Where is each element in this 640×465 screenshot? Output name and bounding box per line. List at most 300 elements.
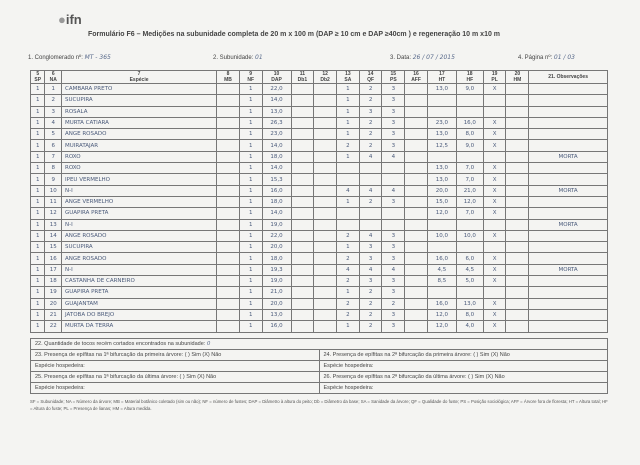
cell-empty[interactable] <box>405 298 428 309</box>
cell-qf[interactable]: 2 <box>359 298 382 309</box>
cell-especie[interactable]: MURTA DA TERRA <box>62 321 217 332</box>
cell-empty[interactable] <box>405 117 428 128</box>
cell-ps[interactable]: 3 <box>382 287 405 298</box>
cell-ps[interactable]: 3 <box>382 242 405 253</box>
cell-dap[interactable]: 22,0 <box>262 84 291 95</box>
q22-value[interactable]: 0 <box>206 341 211 347</box>
cell-sa[interactable]: 2 <box>336 298 359 309</box>
especie-hospedeira-3[interactable]: Espécie hospedeira: <box>35 385 85 391</box>
cell-sa[interactable]: 4 <box>336 185 359 196</box>
cell-empty[interactable] <box>291 174 314 185</box>
q24-label[interactable]: 24. Presença de epífitas na 2ª bifurcação da primeira árvore: ( ) Sim (X) Não <box>319 350 608 360</box>
cell-dap[interactable]: 20,0 <box>262 242 291 253</box>
cell-nf[interactable]: 1 <box>239 309 262 320</box>
cell-empty[interactable] <box>291 117 314 128</box>
cell-hf[interactable]: 7,0 <box>456 208 483 219</box>
cell-sp[interactable]: 1 <box>31 117 45 128</box>
cell-qf[interactable] <box>359 219 382 230</box>
cell-ps[interactable]: 3 <box>382 196 405 207</box>
cell-empty[interactable] <box>506 264 529 275</box>
cell-pl[interactable]: X <box>483 140 506 151</box>
cell-ht[interactable] <box>427 219 456 230</box>
cell-pl[interactable]: X <box>483 174 506 185</box>
cell-na[interactable]: 6 <box>45 140 62 151</box>
cell-sp[interactable]: 1 <box>31 151 45 162</box>
cell-especie[interactable]: IPEU VERMELHO <box>62 174 217 185</box>
cell-especie[interactable]: N-I <box>62 264 217 275</box>
cell-empty[interactable] <box>217 163 240 174</box>
cell-pl[interactable]: X <box>483 321 506 332</box>
cell-qf[interactable]: 4 <box>359 264 382 275</box>
cell-nf[interactable]: 1 <box>239 242 262 253</box>
cell-obs[interactable] <box>529 95 608 106</box>
cell-empty[interactable] <box>506 84 529 95</box>
cell-obs[interactable] <box>529 321 608 332</box>
cell-pl[interactable]: X <box>483 129 506 140</box>
cell-na[interactable]: 13 <box>45 219 62 230</box>
cell-sp[interactable]: 1 <box>31 140 45 151</box>
cell-ps[interactable]: 3 <box>382 321 405 332</box>
cell-sp[interactable]: 1 <box>31 185 45 196</box>
cell-empty[interactable] <box>314 242 337 253</box>
cell-empty[interactable] <box>217 151 240 162</box>
cell-empty[interactable] <box>314 95 337 106</box>
cell-empty[interactable] <box>405 287 428 298</box>
q26-label[interactable]: 26. Presença de epífitas na 2ª bifurcação da última árvore: ( ) Sim (X) Não <box>319 372 608 382</box>
cell-empty[interactable] <box>506 242 529 253</box>
cell-ps[interactable]: 3 <box>382 276 405 287</box>
cell-ps[interactable]: 3 <box>382 129 405 140</box>
cell-hf[interactable]: 12,0 <box>456 196 483 207</box>
cell-dap[interactable]: 19,0 <box>262 276 291 287</box>
cell-ht[interactable]: 4,5 <box>427 264 456 275</box>
cell-empty[interactable] <box>405 129 428 140</box>
cell-na[interactable]: 3 <box>45 106 62 117</box>
cell-dap[interactable]: 18,0 <box>262 196 291 207</box>
cell-empty[interactable] <box>405 163 428 174</box>
cell-obs[interactable] <box>529 230 608 241</box>
cell-nf[interactable]: 1 <box>239 140 262 151</box>
cell-empty[interactable] <box>405 140 428 151</box>
cell-nf[interactable]: 1 <box>239 287 262 298</box>
cell-empty[interactable] <box>291 242 314 253</box>
cell-empty[interactable] <box>314 230 337 241</box>
cell-empty[interactable] <box>291 298 314 309</box>
cell-dap[interactable]: 21,0 <box>262 287 291 298</box>
cell-obs[interactable] <box>529 129 608 140</box>
cell-especie[interactable]: CAMBARA PRETO <box>62 84 217 95</box>
cell-pl[interactable] <box>483 106 506 117</box>
cell-empty[interactable] <box>506 151 529 162</box>
cell-sp[interactable]: 1 <box>31 309 45 320</box>
cell-na[interactable]: 10 <box>45 185 62 196</box>
cell-empty[interactable] <box>405 253 428 264</box>
cell-ht[interactable]: 8,5 <box>427 276 456 287</box>
cell-ht[interactable]: 13,0 <box>427 163 456 174</box>
cell-empty[interactable] <box>506 129 529 140</box>
cell-qf[interactable]: 4 <box>359 185 382 196</box>
cell-ps[interactable]: 3 <box>382 84 405 95</box>
cell-empty[interactable] <box>291 287 314 298</box>
cell-sp[interactable]: 1 <box>31 230 45 241</box>
cell-obs[interactable] <box>529 84 608 95</box>
cell-sa[interactable]: 1 <box>336 196 359 207</box>
cell-sa[interactable] <box>336 208 359 219</box>
cell-qf[interactable]: 2 <box>359 140 382 151</box>
cell-empty[interactable] <box>405 185 428 196</box>
cell-pl[interactable] <box>483 287 506 298</box>
cell-qf[interactable]: 3 <box>359 276 382 287</box>
cell-empty[interactable] <box>291 84 314 95</box>
cell-nf[interactable]: 1 <box>239 298 262 309</box>
cell-especie[interactable]: N-I <box>62 185 217 196</box>
cell-ht[interactable] <box>427 242 456 253</box>
cell-obs[interactable]: MORTA <box>529 151 608 162</box>
cell-empty[interactable] <box>291 151 314 162</box>
cell-especie[interactable]: JATOBA DO BREJO <box>62 309 217 320</box>
cell-empty[interactable] <box>506 208 529 219</box>
cell-empty[interactable] <box>405 174 428 185</box>
cell-ht[interactable]: 13,0 <box>427 84 456 95</box>
cell-especie[interactable]: N-I <box>62 219 217 230</box>
cell-empty[interactable] <box>291 276 314 287</box>
cell-ps[interactable] <box>382 208 405 219</box>
cell-empty[interactable] <box>217 95 240 106</box>
cell-empty[interactable] <box>217 321 240 332</box>
cell-empty[interactable] <box>506 253 529 264</box>
cell-empty[interactable] <box>314 309 337 320</box>
cell-ps[interactable]: 3 <box>382 253 405 264</box>
cell-dap[interactable]: 14,0 <box>262 95 291 106</box>
cell-sa[interactable]: 4 <box>336 264 359 275</box>
cell-nf[interactable]: 1 <box>239 230 262 241</box>
cell-hf[interactable] <box>456 287 483 298</box>
cell-sa[interactable]: 2 <box>336 309 359 320</box>
cell-empty[interactable] <box>506 287 529 298</box>
cell-ht[interactable]: 12,5 <box>427 140 456 151</box>
cell-especie[interactable]: CASTANHA DE CARNEIRO <box>62 276 217 287</box>
cell-empty[interactable] <box>314 129 337 140</box>
cell-pl[interactable]: X <box>483 276 506 287</box>
cell-hf[interactable]: 10,0 <box>456 230 483 241</box>
cell-dap[interactable]: 18,0 <box>262 253 291 264</box>
cell-empty[interactable] <box>506 321 529 332</box>
cell-sa[interactable]: 2 <box>336 276 359 287</box>
cell-ht[interactable]: 15,0 <box>427 196 456 207</box>
data-value[interactable]: 26 / 07 / 2015 <box>412 54 455 61</box>
especie-hospedeira-1[interactable]: Espécie hospedeira: <box>35 363 85 369</box>
cell-hf[interactable]: 6,0 <box>456 253 483 264</box>
cell-empty[interactable] <box>217 242 240 253</box>
cell-empty[interactable] <box>217 208 240 219</box>
cell-hf[interactable]: 16,0 <box>456 117 483 128</box>
cell-empty[interactable] <box>291 95 314 106</box>
cell-empty[interactable] <box>217 129 240 140</box>
cell-na[interactable]: 7 <box>45 151 62 162</box>
cell-sa[interactable]: 1 <box>336 95 359 106</box>
cell-empty[interactable] <box>314 84 337 95</box>
cell-especie[interactable]: ROSALA <box>62 106 217 117</box>
cell-empty[interactable] <box>217 84 240 95</box>
especie-hospedeira-4[interactable]: Espécie hospedeira: <box>319 383 608 393</box>
cell-na[interactable]: 19 <box>45 287 62 298</box>
cell-empty[interactable] <box>405 95 428 106</box>
cell-empty[interactable] <box>405 264 428 275</box>
cell-empty[interactable] <box>291 129 314 140</box>
cell-empty[interactable] <box>506 174 529 185</box>
cell-empty[interactable] <box>506 230 529 241</box>
cell-na[interactable]: 5 <box>45 129 62 140</box>
cell-qf[interactable]: 3 <box>359 253 382 264</box>
cell-empty[interactable] <box>405 309 428 320</box>
cell-qf[interactable]: 3 <box>359 106 382 117</box>
cell-na[interactable]: 22 <box>45 321 62 332</box>
cell-obs[interactable] <box>529 208 608 219</box>
cell-empty[interactable] <box>217 264 240 275</box>
pagina-value[interactable]: 01 / 03 <box>553 54 575 61</box>
conglomerado-value[interactable]: MT - 365 <box>84 54 111 61</box>
cell-qf[interactable]: 2 <box>359 95 382 106</box>
cell-ht[interactable]: 13,0 <box>427 129 456 140</box>
cell-sa[interactable]: 1 <box>336 106 359 117</box>
cell-especie[interactable]: SUCUPIRA <box>62 242 217 253</box>
cell-qf[interactable]: 3 <box>359 242 382 253</box>
cell-sa[interactable]: 1 <box>336 151 359 162</box>
cell-empty[interactable] <box>314 117 337 128</box>
cell-hf[interactable]: 7,0 <box>456 174 483 185</box>
cell-empty[interactable] <box>506 309 529 320</box>
cell-empty[interactable] <box>291 230 314 241</box>
cell-empty[interactable] <box>314 253 337 264</box>
cell-empty[interactable] <box>314 321 337 332</box>
cell-sa[interactable]: 1 <box>336 129 359 140</box>
cell-empty[interactable] <box>291 185 314 196</box>
cell-empty[interactable] <box>314 298 337 309</box>
cell-dap[interactable]: 14,0 <box>262 140 291 151</box>
cell-na[interactable]: 21 <box>45 309 62 320</box>
cell-sa[interactable]: 2 <box>336 140 359 151</box>
cell-qf[interactable] <box>359 174 382 185</box>
cell-na[interactable]: 12 <box>45 208 62 219</box>
cell-ps[interactable]: 3 <box>382 117 405 128</box>
cell-ps[interactable]: 4 <box>382 151 405 162</box>
cell-ht[interactable]: 13,0 <box>427 174 456 185</box>
cell-empty[interactable] <box>217 276 240 287</box>
cell-sp[interactable]: 1 <box>31 129 45 140</box>
cell-hf[interactable]: 8,0 <box>456 309 483 320</box>
cell-dap[interactable]: 26,3 <box>262 117 291 128</box>
cell-hf[interactable]: 9,0 <box>456 84 483 95</box>
cell-na[interactable]: 11 <box>45 196 62 207</box>
cell-sp[interactable]: 1 <box>31 174 45 185</box>
cell-ps[interactable] <box>382 219 405 230</box>
cell-hf[interactable] <box>456 106 483 117</box>
cell-ht[interactable]: 20,0 <box>427 185 456 196</box>
cell-qf[interactable] <box>359 208 382 219</box>
cell-sp[interactable]: 1 <box>31 163 45 174</box>
cell-obs[interactable] <box>529 174 608 185</box>
cell-dap[interactable]: 23,0 <box>262 129 291 140</box>
cell-ht[interactable] <box>427 106 456 117</box>
cell-empty[interactable] <box>291 321 314 332</box>
cell-empty[interactable] <box>506 298 529 309</box>
cell-empty[interactable] <box>314 174 337 185</box>
cell-empty[interactable] <box>217 196 240 207</box>
cell-empty[interactable] <box>314 151 337 162</box>
cell-obs[interactable] <box>529 276 608 287</box>
cell-pl[interactable]: X <box>483 196 506 207</box>
cell-empty[interactable] <box>314 219 337 230</box>
cell-empty[interactable] <box>506 140 529 151</box>
cell-empty[interactable] <box>291 140 314 151</box>
cell-ps[interactable]: 3 <box>382 106 405 117</box>
cell-empty[interactable] <box>217 287 240 298</box>
cell-hf[interactable] <box>456 242 483 253</box>
cell-nf[interactable]: 1 <box>239 208 262 219</box>
cell-pl[interactable]: X <box>483 208 506 219</box>
cell-ht[interactable]: 23,0 <box>427 117 456 128</box>
cell-hf[interactable]: 13,0 <box>456 298 483 309</box>
cell-sa[interactable]: 2 <box>336 253 359 264</box>
cell-ps[interactable]: 4 <box>382 264 405 275</box>
cell-hf[interactable] <box>456 95 483 106</box>
cell-sa[interactable] <box>336 174 359 185</box>
cell-ht[interactable]: 16,0 <box>427 253 456 264</box>
cell-especie[interactable]: ANGE ROSADO <box>62 129 217 140</box>
cell-nf[interactable]: 1 <box>239 174 262 185</box>
cell-empty[interactable] <box>217 309 240 320</box>
cell-hf[interactable] <box>456 151 483 162</box>
cell-sa[interactable]: 1 <box>336 321 359 332</box>
cell-nf[interactable]: 1 <box>239 117 262 128</box>
cell-empty[interactable] <box>506 185 529 196</box>
cell-obs[interactable] <box>529 140 608 151</box>
cell-pl[interactable] <box>483 151 506 162</box>
cell-qf[interactable]: 4 <box>359 230 382 241</box>
cell-sp[interactable]: 1 <box>31 298 45 309</box>
cell-empty[interactable] <box>314 276 337 287</box>
cell-na[interactable]: 15 <box>45 242 62 253</box>
cell-ps[interactable]: 4 <box>382 185 405 196</box>
cell-empty[interactable] <box>405 84 428 95</box>
cell-sp[interactable]: 1 <box>31 276 45 287</box>
cell-na[interactable]: 2 <box>45 95 62 106</box>
cell-na[interactable]: 20 <box>45 298 62 309</box>
cell-nf[interactable]: 1 <box>239 196 262 207</box>
cell-sp[interactable]: 1 <box>31 84 45 95</box>
cell-ht[interactable]: 10,0 <box>427 230 456 241</box>
cell-sp[interactable]: 1 <box>31 321 45 332</box>
cell-especie[interactable]: GUAPIRA PRETA <box>62 208 217 219</box>
cell-hf[interactable]: 5,0 <box>456 276 483 287</box>
cell-ht[interactable] <box>427 151 456 162</box>
cell-dap[interactable]: 14,0 <box>262 208 291 219</box>
cell-empty[interactable] <box>405 219 428 230</box>
cell-obs[interactable] <box>529 309 608 320</box>
cell-empty[interactable] <box>405 321 428 332</box>
cell-ht[interactable]: 12,0 <box>427 208 456 219</box>
cell-pl[interactable] <box>483 219 506 230</box>
cell-ht[interactable] <box>427 95 456 106</box>
cell-obs[interactable]: MORTA <box>529 219 608 230</box>
cell-empty[interactable] <box>217 117 240 128</box>
cell-ps[interactable]: 3 <box>382 230 405 241</box>
cell-pl[interactable] <box>483 242 506 253</box>
cell-hf[interactable]: 21,0 <box>456 185 483 196</box>
cell-ht[interactable]: 12,0 <box>427 309 456 320</box>
cell-ps[interactable]: 3 <box>382 95 405 106</box>
cell-empty[interactable] <box>291 163 314 174</box>
cell-empty[interactable] <box>506 95 529 106</box>
cell-empty[interactable] <box>217 298 240 309</box>
cell-ps[interactable] <box>382 174 405 185</box>
cell-empty[interactable] <box>291 264 314 275</box>
cell-empty[interactable] <box>314 264 337 275</box>
cell-empty[interactable] <box>291 309 314 320</box>
cell-sa[interactable]: 1 <box>336 242 359 253</box>
cell-empty[interactable] <box>314 140 337 151</box>
cell-nf[interactable]: 1 <box>239 84 262 95</box>
cell-dap[interactable]: 15,3 <box>262 174 291 185</box>
cell-nf[interactable]: 1 <box>239 219 262 230</box>
cell-sp[interactable]: 1 <box>31 95 45 106</box>
cell-empty[interactable] <box>314 287 337 298</box>
cell-qf[interactable]: 2 <box>359 129 382 140</box>
cell-empty[interactable] <box>506 276 529 287</box>
cell-qf[interactable]: 4 <box>359 151 382 162</box>
cell-empty[interactable] <box>314 106 337 117</box>
cell-qf[interactable]: 2 <box>359 84 382 95</box>
cell-ht[interactable] <box>427 287 456 298</box>
cell-sp[interactable]: 1 <box>31 287 45 298</box>
cell-qf[interactable] <box>359 163 382 174</box>
cell-obs[interactable] <box>529 287 608 298</box>
cell-pl[interactable]: X <box>483 163 506 174</box>
cell-especie[interactable]: MURTA CATIARA <box>62 117 217 128</box>
cell-sp[interactable]: 1 <box>31 208 45 219</box>
cell-ps[interactable] <box>382 163 405 174</box>
cell-na[interactable]: 1 <box>45 84 62 95</box>
cell-especie[interactable]: ANGE ROSADO <box>62 253 217 264</box>
cell-nf[interactable]: 1 <box>239 185 262 196</box>
cell-empty[interactable] <box>217 106 240 117</box>
cell-ps[interactable]: 3 <box>382 140 405 151</box>
cell-nf[interactable]: 1 <box>239 163 262 174</box>
cell-empty[interactable] <box>314 208 337 219</box>
cell-obs[interactable] <box>529 117 608 128</box>
cell-hf[interactable]: 4,5 <box>456 264 483 275</box>
cell-sp[interactable]: 1 <box>31 242 45 253</box>
cell-empty[interactable] <box>405 230 428 241</box>
cell-hf[interactable]: 4,0 <box>456 321 483 332</box>
cell-qf[interactable]: 2 <box>359 287 382 298</box>
cell-qf[interactable]: 2 <box>359 321 382 332</box>
cell-hf[interactable]: 9,0 <box>456 140 483 151</box>
q23-label[interactable]: 23. Presença de epífitas na 1ª bifurcação da primeira árvore: ( ) Sim (X) Não <box>35 352 222 358</box>
cell-sa[interactable] <box>336 219 359 230</box>
cell-especie[interactable]: ROXO <box>62 163 217 174</box>
cell-nf[interactable]: 1 <box>239 276 262 287</box>
cell-empty[interactable] <box>405 208 428 219</box>
cell-empty[interactable] <box>506 117 529 128</box>
cell-empty[interactable] <box>217 185 240 196</box>
cell-empty[interactable] <box>217 230 240 241</box>
cell-na[interactable]: 17 <box>45 264 62 275</box>
cell-especie[interactable]: ANGE VERMELHO <box>62 196 217 207</box>
cell-pl[interactable]: X <box>483 185 506 196</box>
cell-sp[interactable]: 1 <box>31 106 45 117</box>
cell-ps[interactable]: 3 <box>382 309 405 320</box>
